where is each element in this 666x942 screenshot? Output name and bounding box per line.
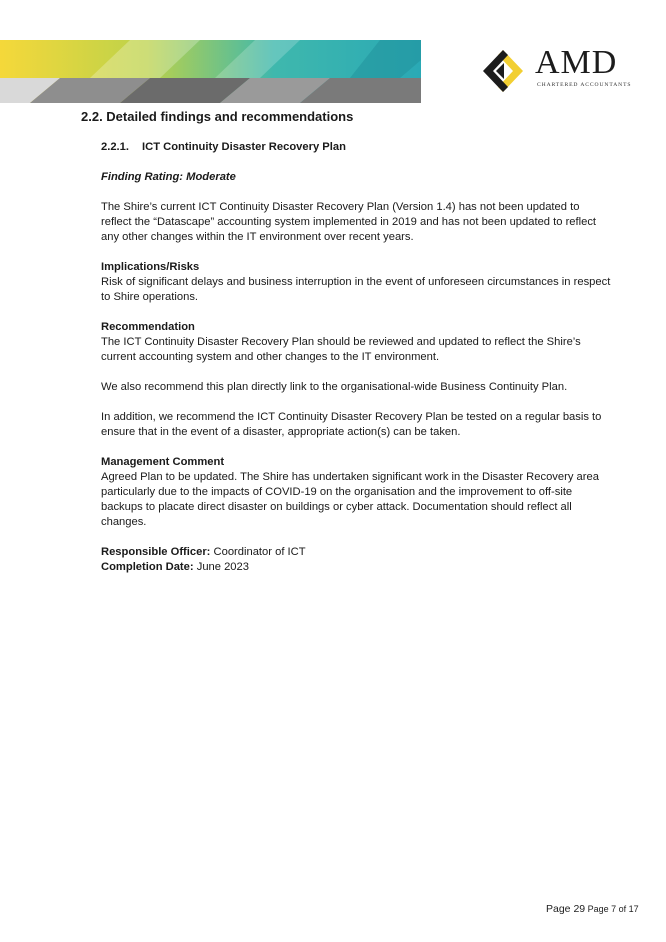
document-body <box>101 140 611 575</box>
finding-rating: Finding Rating: Moderate <box>101 171 236 183</box>
section-heading: 2.2. Detailed findings and recommendations <box>81 109 354 124</box>
recommendation-paragraph-2: We also recommend this plan directly link to the organisational-wide Business Continuity Plan. <box>101 381 568 393</box>
completion-date <box>101 560 611 575</box>
completion-value: June 2023 <box>196 561 249 573</box>
management-heading: Management Comment <box>101 456 225 468</box>
page-number: Page 29 <box>546 903 586 915</box>
logo-tagline: CHARTERED ACCOUNTANTS <box>537 82 632 88</box>
responsible-officer <box>101 545 611 560</box>
implications-text: Risk of significant delays and business interruption in the event of unforeseen circumstances in respect to Shire operations. <box>101 276 611 303</box>
subsection-heading <box>101 140 611 155</box>
subsection-title: ICT Continuity Disaster Recovery Plan <box>142 141 346 153</box>
officer-label: Responsible Officer: <box>101 546 211 558</box>
recommendation-paragraph-1: The ICT Continuity Disaster Recovery Plan should be reviewed and updated to reflect the Shire’s current accounting system and other changes to the IT environment. <box>101 336 581 363</box>
implications-heading: Implications/Risks <box>101 261 200 273</box>
subsection-number: 2.2.1. <box>101 141 129 153</box>
header-banner <box>0 40 421 103</box>
intro-paragraph: The Shire’s current ICT Continuity Disaster Recovery Plan (Version 1.4) has not been updated to reflect the “Datascape” accounting system implemented in 2019 and has not been updated to reflect any other changes within the IT environment over recent years. <box>101 201 597 243</box>
management-comment: Agreed Plan to be updated. The Shire has undertaken significant work in the Disaster Recovery area particularly due to the impacts of COVID-19 on the organisation and the improvement to off-site backups to placate direct disaster on buildings or cyber attack. Documentation should reflect all changes. <box>101 471 599 528</box>
completion-label: Completion Date: <box>101 561 194 573</box>
logo-wordmark: AMD <box>535 44 618 81</box>
recommendation-paragraph-3: In addition, we recommend the ICT Continuity Disaster Recovery Plan be tested on a regular basis to ensure that in the event of a disaster, appropriate action(s) can be taken. <box>101 411 602 438</box>
recommendation-heading: Recommendation <box>101 321 195 333</box>
amd-logo-mark <box>483 50 527 92</box>
officer-value: Coordinator of ICT <box>213 546 306 558</box>
page-of: Page 7 of 17 <box>587 904 639 914</box>
page-footer <box>546 903 639 915</box>
